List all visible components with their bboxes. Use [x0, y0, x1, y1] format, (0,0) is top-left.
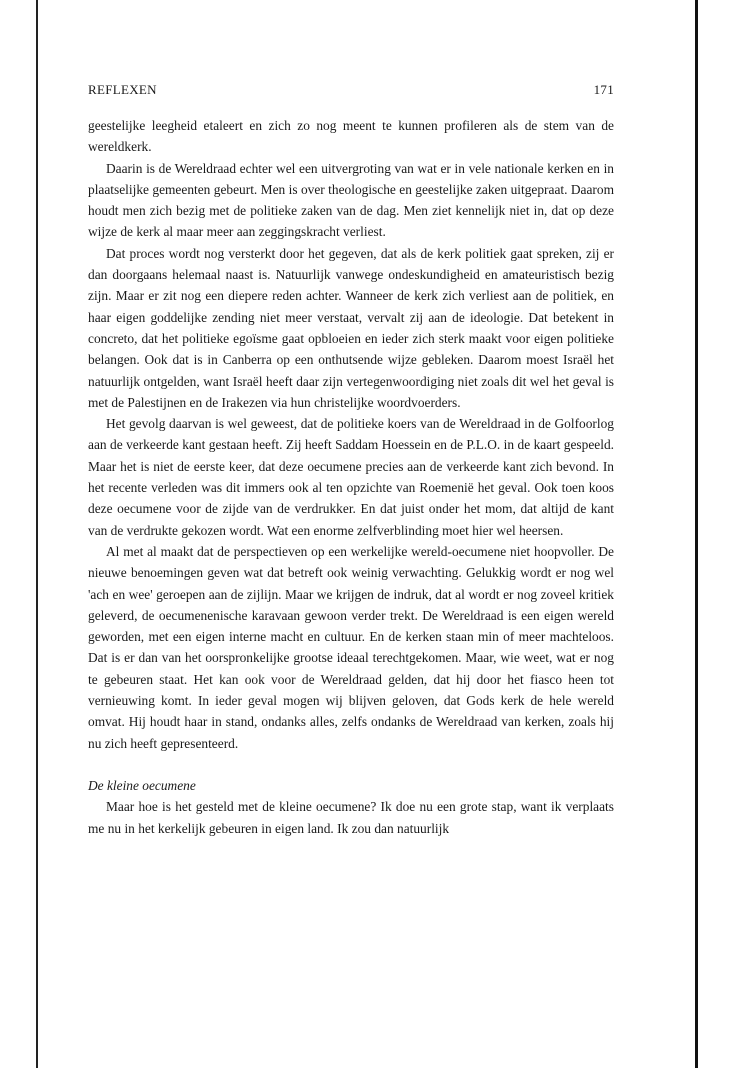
paragraph: Maar hoe is het gesteld met de kleine oecumene? Ik doe nu een grote stap, want ik verplaats me nu in het kerkelijk gebeuren in eigen land. Ik zou dan natuurlijk — [88, 799, 614, 836]
paragraph: Daarin is de Wereldraad echter wel een uitvergroting van wat er in vele nationale kerken en in plaatselijke gemeenten gebeurt. Men is over theologische en geestelijke zaken uitgepraat. Daarom houdt men zich bezig met de politieke zaken van de dag. Men ziet kennelijk niet in, dat op deze wijze de kerk al maar meer aan zeggingskracht verliest. — [88, 160, 614, 240]
page-edge-left — [36, 0, 38, 1068]
book-page — [88, 82, 614, 839]
page-number: 171 — [593, 82, 614, 97]
section-heading: De kleine oecumene — [88, 777, 196, 793]
running-title: REFLEXEN — [88, 82, 157, 97]
running-header — [88, 82, 614, 98]
page-edge-right — [695, 0, 698, 1068]
paragraph: Dat proces wordt nog versterkt door het gegeven, dat als de kerk politiek gaat spreken, zij er dan doorgaans helemaal naast is. Natuurlijk vanwege ondeskundigheid en amateuristisch bezig zijn. Maar er zit nog een diepere reden achter. Wanneer de kerk zich verliest aan de politiek, en haar eigen goddelijke zending niet meer verstaat, vervalt zij aan de ideologie. Dat betekent in concreto, dat het politieke egoïsme gaat opbloeien en ieder zich sterk maakt voor eigen politieke belangen. Ook dat is in Canberra op een onthutsende wijze gebleken. Daarom moest Israël het natuurlijk ontgelden, want Israël heeft daar zijn vertegenwoordiging niet zoals dit wel het geval is met de Palestijnen en de Irakezen via hun christelijke woordvoerders. — [88, 245, 614, 410]
body-text — [88, 115, 614, 839]
paragraph: geestelijke leegheid etaleert en zich zo nog meent te kunnen profileren als de stem van de wereldkerk. — [88, 118, 614, 155]
paragraph: Het gevolg daarvan is wel geweest, dat de politieke koers van de Wereldraad in de Golfoorlog aan de verkeerde kant gestaan heeft. Zij heeft Saddam Hoessein en de P.L.O. in de kaart gespeeld. Maar het is niet de eerste keer, dat deze oecumene precies aan de verkeerde kant zich bevond. In het recente verleden was dit immers ook al ten opzichte van Roemenië het geval. Ook toen koos deze oecumene voor de zijde van de verdrukker. En dat juist onder het mom, dat altijd de kant van de verdrukte gekozen wordt. Wat een enorme zelfverblinding moet hier wel heersen. — [88, 416, 614, 538]
paragraph: Al met al maakt dat de perspectieven op een werkelijke wereld-oecumene niet hoopvoller. De nieuwe benoemingen geven wat dat betreft ook weinig verwachting. Gelukkig wordt er nog wel 'ach en wee' geroepen aan de zijlijn. Maar we krijgen de indruk, dat al wordt er nog zoveel kritiek geleverd, de oecumenenische karavaan gewoon verder trekt. De Wereldraad is een eigen wereld geworden, met een eigen interne macht en cultuur. En de kerken staan min of meer machteloos. Dat is er dan van het oorspronkelijke grootse ideaal terechtgekomen. Maar, wie weet, wat er nog te gebeuren staat. Het kan ook voor de Wereldraad gelden, dat hij door het fiasco heen tot vernieuwing komt. In ieder geval mogen wij blijven geloven, dat Gods kerk de hele wereld omvat. Hij houdt haar in stand, ondanks alles, zelfs ondanks de Wereldraad van kerken, zoals hij nu zich heeft gepresenteerd. — [88, 543, 614, 751]
